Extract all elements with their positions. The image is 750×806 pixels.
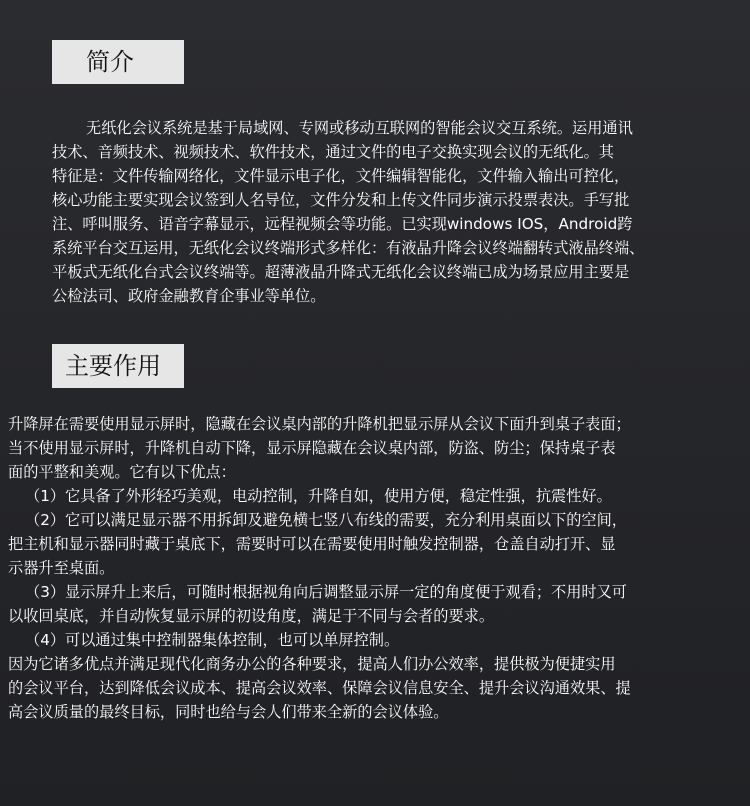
intro-line: 技术、音频技术、视频技术、软件技术，通过文件的电子交换实现会议的无纸化。其 [52,143,614,161]
main-line: 高会议质量的最终目标，同时也给与会人们带来全新的会议体验。 [8,703,449,721]
main-line: 以收回桌底，并自动恢复显示屏的初设角度，满足于不同与会者的要求。 [8,607,494,625]
main-line: 当不使用显示屏时，升降机自动下降，显示屏隐藏在会议桌内部，防盗、防尘；保持桌子表 [8,439,616,457]
main-function-paragraph [8,412,742,724]
advantage-item-1: （1）它具备了外形轻巧美观，电动控制，升降自如，使用方便，稳定性强，抗震性好。 [25,487,612,505]
advantage-item-4: （4）可以通过集中控制器集体控制，也可以单屏控制。 [25,631,400,649]
intro-paragraph [52,116,712,308]
intro-section-label: 简介 [52,40,184,84]
main-line: 把主机和显示器同时藏于桌底下，需要时可以在需要使用时触发控制器，仓盖自动打开、显 [8,535,616,553]
intro-line: 系统平台交互运用，无纸化会议终端形式多样化：有液晶升降会议终端翻转式液晶终端、 [52,239,645,257]
main-function-section-label: 主要作用 [52,344,184,388]
intro-line: 注、呼叫服务、语音字幕显示，远程视频会等功能。已实现windows IOS，Android跨 [52,215,633,233]
main-line: 的会议平台，达到降低会议成本、提高会议效率、保障会议信息安全、提升会议沟通效果、提 [8,679,631,697]
intro-line: 公检法司、政府金融教育企事业等单位。 [52,287,326,305]
intro-line: 无纸化会议系统是基于局域网、专网或移动互联网的智能会议交互系统。运用通讯 [86,119,633,137]
main-line: 示器升至桌面。 [8,559,115,577]
intro-line: 平板式无纸化台式会议终端等。超薄液晶升降式无纸化会议终端已成为场景应用主要是 [52,263,630,281]
advantage-item-3: （3）显示屏升上来后，可随时根据视角向后调整显示屏一定的角度便于观看；不用时又可 [25,583,627,601]
intro-line: 特征是：文件传输网络化，文件显示电子化，文件编辑智能化，文件输入输出可控化， [52,167,630,185]
main-line: 升降屏在需要使用显示屏时，隐藏在会议桌内部的升降机把显示屏从会议下面升到桌子表面； [8,415,631,433]
main-line: 面的平整和美观。它有以下优点： [8,463,236,481]
main-line: 因为它诸多优点并满足现代化商务办公的各种要求，提高人们办公效率，提供极为便捷实用 [8,655,616,673]
advantage-item-2: （2）它可以满足显示器不用拆卸及避免横七竖八布线的需要，充分利用桌面以下的空间， [25,511,627,529]
intro-line: 核心功能主要实现会议签到人名导位，文件分发和上传文件同步演示投票表决。手写批 [52,191,630,209]
